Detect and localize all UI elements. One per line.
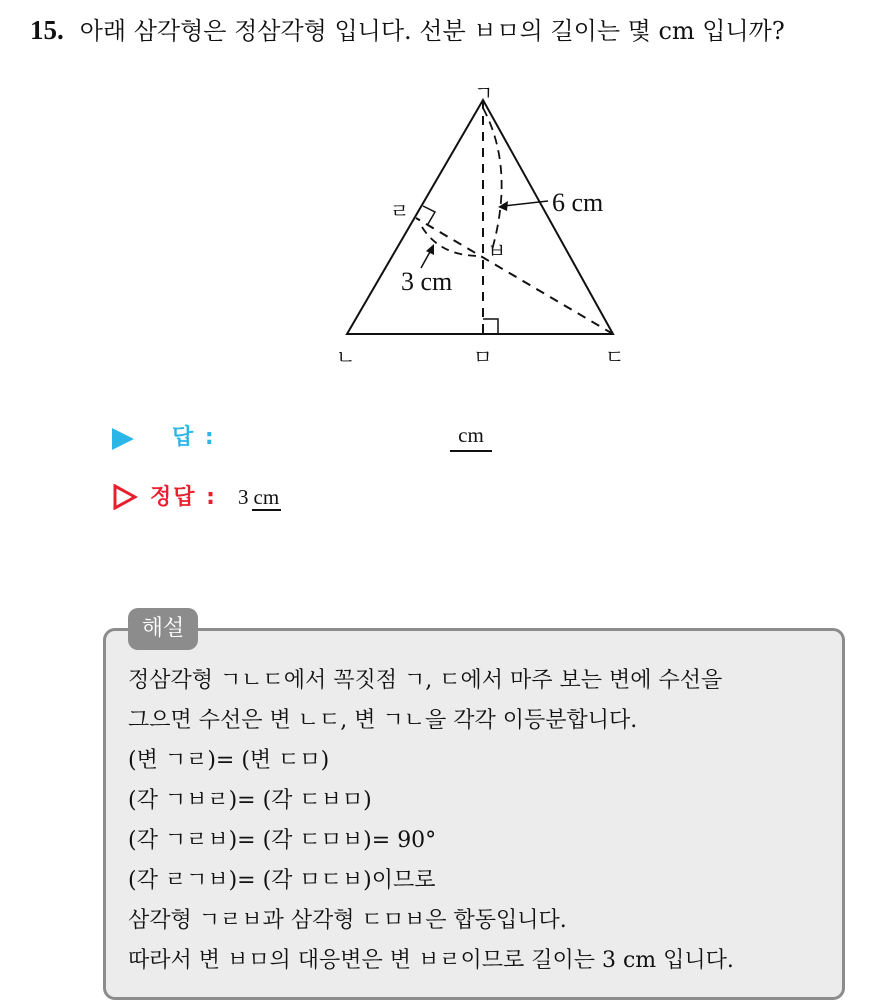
explanation-line: 따라서 변 ㅂㅁ의 대응변은 변 ㅂㄹ이므로 길이는 3 cm 입니다. xyxy=(128,948,734,973)
right-angle-mark-base xyxy=(483,319,498,334)
explanation-tab: 해설 xyxy=(128,608,198,650)
answer-row xyxy=(112,420,612,456)
label-right-vertex: ㄷ xyxy=(605,345,625,369)
correct-answer-label: 정답 : xyxy=(150,485,217,510)
right-angle-mark-side xyxy=(423,206,435,224)
question-number: 15. xyxy=(30,15,64,45)
label-foot-base: ㅁ xyxy=(473,345,493,369)
explanation-line: (각 ㄱㄹㅂ)= (각 ㄷㅁㅂ)= 90° xyxy=(128,828,437,853)
answer-blank[interactable]: cm xyxy=(450,420,492,452)
explanation-line: 그으면 수선은 변 ㄴㄷ, 변 ㄱㄴ을 각각 이등분합니다. xyxy=(128,708,638,733)
triangle-figure xyxy=(330,78,650,370)
correct-answer-value xyxy=(238,482,281,512)
answer-label: 답 : xyxy=(172,425,216,450)
outline-arrow-icon xyxy=(112,484,138,510)
explanation-line: (각 ㄱㅂㄹ)= (각 ㄷㅂㅁ) xyxy=(128,788,372,813)
label-apex: ㄱ xyxy=(474,81,494,105)
explanation-line: 삼각형 ㄱㄹㅂ과 삼각형 ㄷㅁㅂ은 합동입니다. xyxy=(128,908,567,933)
correct-answer-row xyxy=(112,480,612,516)
question-text: 아래 삼각형은 정삼각형 입니다. 선분 ㅂㅁ의 길이는 몇 cm 입니까? xyxy=(79,17,785,45)
leader-arrowhead-short xyxy=(426,244,434,255)
correct-answer-number: 3 xyxy=(238,485,249,509)
explanation-box xyxy=(103,628,845,1000)
measure-label-long: 6 cm xyxy=(552,188,604,217)
play-arrow-icon xyxy=(112,428,134,450)
label-intersection: ㅂ xyxy=(487,239,507,263)
correct-answer-unit: cm xyxy=(253,485,280,509)
explanation-line: 정삼각형 ㄱㄴㄷ에서 꼭짓점 ㄱ, ㄷ에서 마주 보는 변에 수선을 xyxy=(128,668,723,693)
leader-arrowhead-long xyxy=(498,201,508,211)
label-foot-left-side: ㄹ xyxy=(390,199,410,223)
triangle-outline xyxy=(347,100,613,334)
question xyxy=(30,10,870,51)
explanation-text xyxy=(128,661,828,981)
measure-label-short: 3 cm xyxy=(401,267,453,296)
explanation-line: (변 ㄱㄹ)= (변 ㄷㅁ) xyxy=(128,748,330,773)
label-left-vertex: ㄴ xyxy=(336,345,356,369)
explanation-line: (각 ㄹㄱㅂ)= (각 ㅁㄷㅂ)이므로 xyxy=(128,868,436,893)
